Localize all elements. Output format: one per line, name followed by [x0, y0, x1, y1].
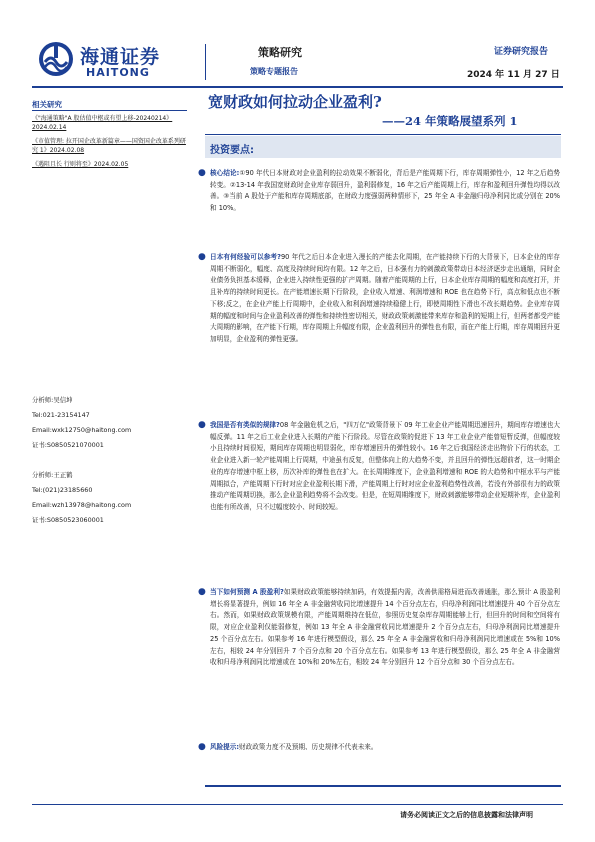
- key-point-item: [198, 587, 560, 669]
- page-title: 宽财政如何拉动企业盈利?: [208, 93, 382, 111]
- analyst-name: 分析师:王正鹤: [32, 471, 73, 479]
- key-point-body: 08 年金融危机之后，"四万亿"政策背景下 09 年工业企业产能周期迅速回升，期间库存增速也大幅反弹。11 年之后工业企业进入长期的产能下行阶段。尽管在政策的促进下 13 年工业企业产能曾短暂反弹，但幅度较小且持续时间很短，期间库存周期也明显弱化，库存增速回升的弹性较小。16 年之后我国经济走出物价下行的状态，工业企业进入新一轮产能周期上行周期，中途虽有反复，但整体向上的大趋势不变，并且回升的弹性远超前者，这一时期企业的库存增速中枢上移，历次补库的弹性也在扩大。在长周期维度下，企业盈利增速和 ROE 的大趋势和中枢水平与产能周期拟合，产能周期下行时对应企业盈利长期下滑，产能周期上行时对应企业盈利趋势性改善，若没有外部很有力的政策推动产能周期切换，那么企业盈利趋势将不会改变。但是，在短周期维度下，财政刺激能够带动企业短期补库，企业盈利也能有所改善，只不过幅度较小、时间较短。: [210, 421, 560, 511]
- key-point-body: ①90 年代日本财政对企业盈利的拉动效果不断弱化，背后是产能周期下行，库存周期弹性小，12 年之后趋势转变。②13-14 年我国宽财政时企业库存弱回升，盈利弱修复，16 年之后产能周期上行，库存和盈利回升弹性均得以改善。③当前 A 股处于产能和库存周期底部，在财政力度强弱两种情形下，25 年全 A 非金融归母净利同比或分别在 20%和 10%。: [210, 169, 560, 213]
- related-report-link[interactable]: 《市值管理: 拉开国企改革新篇章——国资国企改革系列研究 1》2024.02.08: [32, 138, 186, 154]
- bullet-icon: ●: [198, 587, 206, 597]
- analyst-tel: Tel:(021)23185660: [32, 486, 93, 494]
- related-research-rule: [32, 110, 187, 111]
- analyst-email[interactable]: Email:wxk12750@haitong.com: [32, 426, 132, 434]
- bullet-icon: ●: [198, 742, 206, 752]
- report-subcategory: 策略专题报告: [250, 67, 298, 76]
- key-point-lead: 风险提示:: [210, 743, 240, 751]
- key-points-label: 投资要点:: [210, 145, 254, 156]
- page-subtitle: ——24 年策略展望系列 1: [382, 114, 518, 128]
- key-point-body: 财政政策力度不及预期、历史规律不代表未来。: [239, 743, 378, 751]
- report-category: 策略研究: [258, 46, 302, 59]
- key-points-header: [205, 136, 561, 158]
- key-point-lead: 我国是否有类似的规律?: [210, 421, 280, 429]
- key-point-lead: 当下如何预测 A 股盈利?: [210, 588, 284, 596]
- key-point-item: [198, 168, 560, 215]
- analyst-block: [32, 395, 190, 450]
- key-point-body: 如果财政政策能够持续加码，有效提振内需，改善供需格局进而改善通胀，那么预计 A 股盈利增长将显著提升，例如 16 年全 A 非金融营收同比增速提升 14 个百分点左右，归母净利润同比增速提升 40 个百分点左右。然而，如果财政政策规模有限，产能周期维持在低位，参照历史复杂库存周期能够上行，但回升的时间和空间将有限，对应企业盈利仅能弱修复，例如 13 年全 A 非金融营收同比增速提升 2 个百分点左右，归母净利润同比增速提升 25 个百分点左右。如果参考 16 年进行模型假设，那么 25 年全 A 非金融营收和归母净利润同比增速或在 5%和 10%左右，相较 24 年分别回升 7 个百分点和 20 个百分点左右。如果参考 13 年进行模型假设，那么 25 年全 A 非金融营收和归母净利润同比增速或在 10%和 20%左右，相较 24 年分别回升 12 个百分点和 30 个百分点左右。: [210, 588, 560, 667]
- related-report-link[interactable]: 《遇阻且长 行则将至》2024.02.05: [32, 161, 129, 168]
- related-report-link[interactable]: 《"海通策略"A 股估值中枢或有望上移-20240214》2024.02.14: [32, 115, 173, 131]
- header-divider: [205, 44, 206, 80]
- bullet-icon: ●: [198, 252, 206, 262]
- analyst-name: 分析师:吴信坤: [32, 396, 73, 404]
- key-point-item: [198, 420, 560, 514]
- key-point-lead: 核心结论:: [210, 169, 240, 177]
- header-rule: [32, 86, 563, 88]
- analyst-cert: 证书:S0850523060001: [32, 516, 104, 524]
- related-research-title: 相关研究: [32, 100, 62, 109]
- footer-disclaimer: 请务必阅读正文之后的信息披露和法律声明: [400, 811, 533, 819]
- analyst-tel: Tel:021-23154147: [32, 411, 90, 419]
- bullet-icon: ●: [198, 420, 206, 430]
- analyst-cert: 证书:S0850521070001: [32, 441, 104, 449]
- key-points-rule: [205, 134, 561, 135]
- logo-text-cn: 海通证券: [80, 46, 161, 68]
- bullet-icon: ●: [198, 168, 206, 178]
- haitong-logo-icon: [37, 40, 75, 78]
- key-point-body: 90 年代之后日本企业进入漫长的产能去化周期，在产能持续下行的大背景下，日本企业的库存周期不断弱化，幅度、高度及持续时间均有限。12 年之后，日本强有力的刺激政策带动日本经济逐步走出通缩，同时企业债务负担基本缓释，企业进入持续性更强的扩产周期。随着产能周期的上行，日本企业库存周期的幅度和高度打开，并且补库的持续时间更长。在产能增速长期下行阶段，企业收入增速、利润增速和 ROE 也在趋势下行，高点和低点也不断下移;反之，在企业产能上行周期中，企业收入和利润增速持续稳健上行，即使周期性下滑也不改长期趋势。企业库存周期的幅度和时间与企业盈利改善的弹性和持续性密切相关，财政政策刺激能带来库存和盈利的短期上行，但两者都受产能大周期的影响，在产能下行期，库存周期上升幅度有限，企业盈利回升的弹性也有限，而在产能上行期，库存周期回升更加明显，企业盈利的弹性更强。: [210, 253, 560, 343]
- footer-rule: [32, 804, 563, 805]
- key-point-lead: 日本有何经验可以参考?: [210, 253, 281, 261]
- analyst-block: [32, 470, 190, 525]
- content-end-rule: [205, 785, 561, 787]
- report-date: 2024 年 11 月 27 日: [467, 70, 560, 80]
- logo-text-en: HAITONG: [86, 66, 150, 79]
- key-point-item: [198, 742, 560, 754]
- analyst-email[interactable]: Email:wzh13978@haitong.com: [32, 501, 132, 509]
- report-type: 证券研究报告: [494, 47, 549, 57]
- key-point-item: [198, 252, 560, 346]
